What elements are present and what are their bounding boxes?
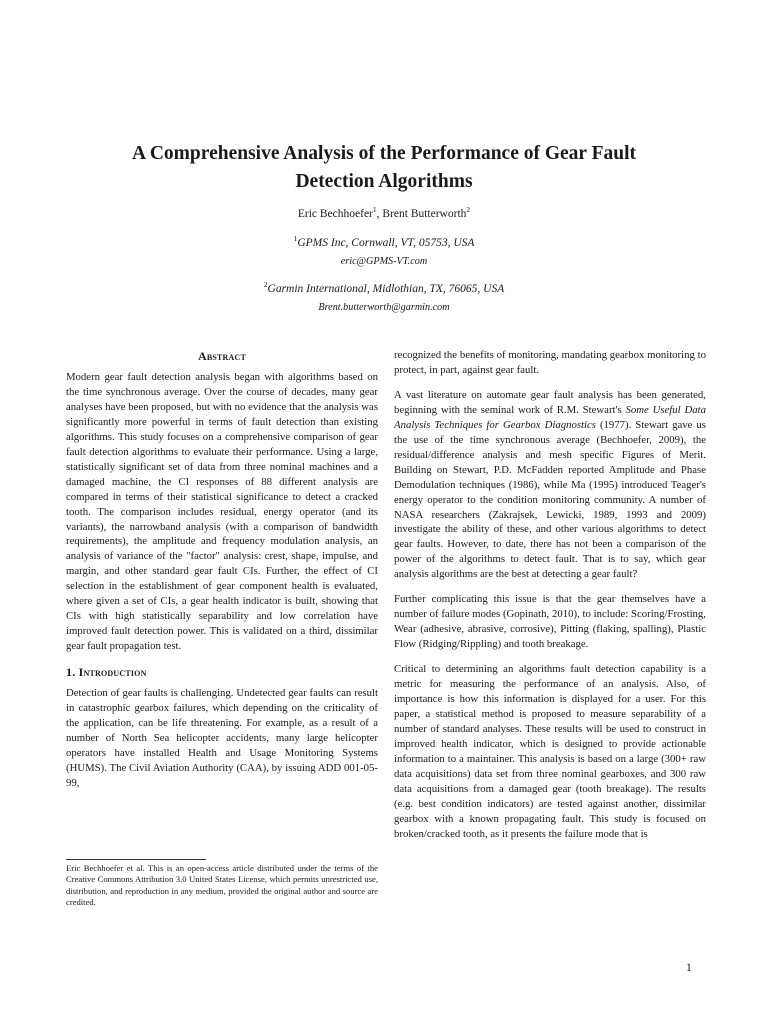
right-paragraph-2-part-a: A vast literature on automate gear fault analysis has been generated, beginning with the seminal work of R.M. Stewart's: [394, 388, 706, 416]
author-list: [0, 206, 768, 222]
right-paragraph-3: Further complicating this issue is that the gear themselves have a number of failure modes (Gopinath, 2010), to include: Scoring/Frosting, Wear (adhesive, abrasive, corrosive), Pitting (flaking, spalling), Plastic Flow (Ridging/Rippling) and tooth breakage.: [394, 593, 706, 651]
affiliation-2-marker: 2: [263, 280, 268, 290]
cited-work-title: Some Useful Data Analysis Techniques for Gearbox Diagnostics: [394, 403, 706, 431]
title-line-1: A Comprehensive Analysis of the Performance of Gear Fault: [131, 143, 637, 164]
abstract-heading: Abstract: [197, 349, 247, 363]
right-column: [394, 348, 706, 852]
author-1-marker: 1: [372, 205, 377, 215]
page-number: 1: [686, 962, 692, 974]
affiliation-2-email[interactable]: Brent.butterworth@garmin.com: [318, 302, 450, 313]
introduction-heading: 1. Introduction: [66, 665, 147, 680]
author-2-marker: 2: [466, 205, 471, 215]
affiliation-1-marker: 1: [293, 234, 298, 244]
abstract-text: Modern gear fault detection analysis began with algorithms based on the time synchronous average. Over the course of decades, many gear analyses have been proposed, but with no evidence that the analysis was significantly more powerful in terms of fault detection than existing algorithms. This study focuses on a comprehensive comparison of gear fault detection algorithms to evaluate their performance. Using a large, statistically significant set of data from three nominal machines and a damaged machine, the CI responses of 88 different analysis are compared in terms of their statistical significance to detect a cracked tooth. The comparison includes residual, energy operator (and its variants), the narrowband analysis (with a comparison of bandwidth requirements), the amplitude and frequency modulation analysis, an analysis of variance of the "factor" analysis: crest, shape, impulse, and margin, and other standard gear fault CIs. Further, the effect of CI selection in the establishment of gear component health is evaluated, where given a set of CIs, a gear health indicator is built, showing that CIs with high statistically separability and low correlation have improved fault detection power. This is validated on a third, dissimilar gear fault propagation test.: [66, 371, 378, 653]
right-paragraph-1: recognized the benefits of monitoring, mandating gearbox monitoring to protect, in part, against gear fault.: [394, 349, 706, 376]
right-paragraph-2-part-b: (1977). Stewart gave us the use of the time synchronous average (Bechhoefer, 2009), the residual/difference analysis and mesh specific Figures of Merit. Building on Stewart, P.D. McFadden reported Amplitude and Phase Demodulation techniques (1986), while Ma (1995) introduced Teager's energy operator to the condition monitoring community. A number of NASA researchers (Zakrajsek, Lewicki, 1989, 1993 and 2009) investigate the ability of these, and other various algorithms to detect gear faults. However, to date, there has not been a comparison of the power of the algorithms to detect fault. That is to say, which gear analysis algorithms are the best at detecting a gear fault?: [394, 418, 706, 581]
author-1-name: Eric Bechhoefer: [297, 208, 373, 220]
affiliation-2-text: Garmin International, Midlothian, TX, 76065, USA: [267, 283, 505, 295]
affiliation-1: [0, 236, 768, 269]
title-line-2: Detection Algorithms: [295, 171, 473, 192]
introduction-paragraph-1: Detection of gear faults is challenging. Undetected gear faults can result in catastrophic gearbox failures, which depending on the criticality of the application, can be life threatening. For example, as a result of a number of North Sea helicopter accidents, many large helicopter operators have installed Health and Usage Monitoring Systems (HUMS). The Civil Aviation Authority (CAA), by issuing ADD 001-05-99,: [66, 687, 378, 789]
footnote-divider: [66, 859, 206, 860]
author-2-name: Brent Butterworth: [382, 208, 467, 220]
author-separator: ,: [376, 208, 383, 220]
affiliation-1-text: GPMS Inc, Cornwall, VT, 05753, USA: [297, 237, 475, 249]
affiliation-2: [0, 282, 768, 315]
affiliation-1-email[interactable]: eric@GPMS-VT.com: [340, 256, 428, 267]
paper-title: [60, 140, 708, 196]
left-column: [66, 348, 378, 801]
license-footnote: Eric Bechhoefer et al. This is an open-access article distributed under the terms of the Creative Commons Attribution 3.0 United States License, which permits unrestricted use, distribution, and reproduction in any medium, provided the original author and source are credited.: [66, 863, 378, 908]
right-paragraph-4: Critical to determining an algorithms fault detection capability is a metric for measuring the performance of an analysis. Also, of importance is how this information is displayed for a user. For this paper, a statistical method is proposed to measure separability of a number of standard analyses. These results will be used to construct in improved health indicator, which is designed to provide actionable information to a maintainer. This analysis is based on a large (300+ raw data acquisitions) data set from three nominal gearboxes, and 300 raw data acquisitions from a damaged gear (tooth breakage). The results (e.g. best condition indicators) are tested against another, dissimilar gearbox with a known propagating fault. This study is focused on broken/cracked tooth, as it presents the failure mode that is: [394, 663, 706, 840]
right-paragraph-2: [394, 388, 706, 582]
